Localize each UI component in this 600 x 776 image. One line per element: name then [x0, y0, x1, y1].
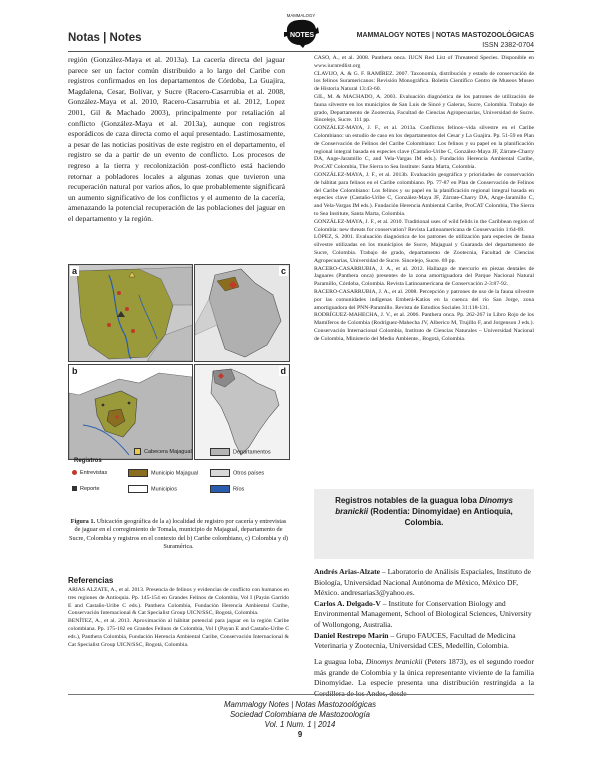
- legend-item: Ríos: [210, 485, 244, 493]
- issn: ISSN 2382-0704: [482, 42, 534, 49]
- reference-item: GONZÁLEZ-MAYA, J. F., et al. 2013a. Conflictos felinos–vida silvestre en el Caribe Colombiano: un estudio de caso en los departamentos del Cesar y La Guajira. Pp. 51-59 en Plan de Conservación de Felinos del Caribe Colombiano: Los felinos y su papel en la planificación regional integral basada en especies clave (Castaño-Uribe C, González-Maya JF, Zárrate-Charry DA, Ange-Jaramillo C, and Vela-Vargas IM eds.). Fundación Herencia Ambiental Caribe, ProCAT Colombia, The Sierra to Sea Institute: Santa Marta, Colombia.: [314, 125, 534, 171]
- left-column: [68, 55, 285, 225]
- legend-item: Municipio Majagual: [128, 469, 198, 477]
- panel-label-c: c: [280, 266, 286, 276]
- legend-item: Otros países: [210, 469, 264, 477]
- author-entry: Carlos A. Delgado-V – Institute for Conservation Biology and Environmental Management, School of Biological Sciences, University of Wollongong, Australia.: [314, 598, 532, 629]
- map-panel-c: [194, 264, 290, 362]
- reference-item: RACERO-CASARRUBIA, J. A., et al. 2012. Hallazgo de mercurio en piezas dentales de Jaguares (Panthera onca) presentes de la zona amortiguadora del Parque Nacional Natural Paramillo, Córdoba, Colombia. Revista Latinoamericana de Conservación 2-3:87-92.: [314, 265, 534, 288]
- intro-paragraph: La guagua loba, Dinomys branickii (Peters 1873), es el segundo roedor más grande de Colombia y la única representante viviente de la familia Dinomyidae. La especie presenta una distribución restringida a la Cordillera de los Andes, desde: [314, 657, 535, 698]
- reference-item: LÓPEZ, S. 2001. Evaluación diagnóstica de los patrones de utilización para especies de fauna silvestre utilizadas en los municipios de Sucre, Majagual y Guaranda del departamento de Sucre, Colombia. Trabajo de grado, departamento de Zootecnia, Facultad de Ciencias Agropecuarias, Universidad de Sucre. Sincelejo, Sucre. 69 pp.: [314, 234, 534, 264]
- legend-item: Reporte: [72, 486, 100, 492]
- author-name: Carlos A. Delgado-V: [314, 598, 381, 608]
- map-legend: [68, 442, 289, 514]
- mammalogy-notes-logo: [278, 10, 324, 50]
- caption-label: Figura 1.: [70, 518, 96, 525]
- svg-text:MAMMALOGY: MAMMALOGY: [286, 13, 316, 18]
- running-header-left: Notas | Notes: [68, 32, 142, 44]
- reference-item: RACERO-CASARRUBIA, J. A., et al. 2008. Percepción y patrones de uso de la fauna silvestre por las comunidades indígenas Emberá-Katíos en la cuenca del río San Jorge, zona amortiguadora del PNN-Paramillo. Revista de Estudios Sociales 31:118-131.: [314, 288, 534, 311]
- journal-name: MAMMALOGY NOTES | NOTAS MASTOZOOLÓGICAS: [356, 32, 534, 39]
- panel-label-a: a: [72, 266, 78, 276]
- footer-rule: [68, 694, 534, 695]
- running-header-right: [357, 31, 534, 51]
- reference-item: CASO, A., et al. 2008. Panthera onca. IUCN Red List of Threatend Species. Disponible en www.iucnredlist.org: [314, 55, 534, 69]
- reference-item: GONZÁLEZ-MAYA, J. F., et al. 2010. Traditional uses of wild felids in the Caribbean region of Colombia: new threats for conservation? Revista Latinoamericana de Conservación 1:64-69.: [314, 218, 534, 233]
- header-rule: [68, 51, 534, 52]
- panel-label-d: d: [280, 366, 286, 376]
- reference-item: RODRÍGUEZ-MAHECHA, J. V., et al. 2006. Panthera onca. Pp. 262-267 in Libro Rojo de los Mamíferos de Colombia (Rodríguez-Mahecha JV, Alberico M, Trujillo F, and Jorgenson J eds.). Conservación Internacional Colombia, Instituto de Ciencias Naturales – Universidad Nacional de Colombia, Ministerio del Medio Ambiente., Bogotá, Colombia.: [314, 312, 534, 342]
- caption-text: Ubicación geográfica de la a) localidad de registro por cacería y entrevistas de jaguar en el corregimiento de Tomala, municipio de Majagual, departamento de Sucre, Colombia y registros en el contexto del b) Caribe colombiano, c) Colombia y d) Suramérica.: [69, 518, 288, 551]
- panel-label-b: b: [72, 366, 78, 376]
- legend-item: Entrevistas: [72, 470, 107, 476]
- legend-item: Cabecera Majagual: [134, 448, 192, 455]
- author-name: Andrés Arias-Alzate: [314, 567, 381, 576]
- legend-item: Departamentos: [210, 448, 271, 456]
- figure-caption: [68, 518, 289, 552]
- map-panel-a: [68, 264, 193, 362]
- author-name: Daniel Restrepo Marín: [314, 630, 389, 640]
- legend-item: Municipios: [128, 485, 177, 493]
- footer-journal: Mammalogy Notes | Notas Mastozoológicas: [224, 700, 376, 709]
- reference-item: ARIAS ALZATE, A., et al. 2013. Presencia de felinos y evidencias de conflicto con humanos en tres regiones de Antioquia. Pp. 145-154 en Grandes Felinos de Colombia, Vol I (Payán Garrido E and Castaño-Uribe C eds.). Panthera Colombia, Fundación Herencia Ambiental Caribe, Conservación Internacional & Cat Specialist Group UICN/SSC, Bogotá, Colombia.: [68, 587, 289, 617]
- references-left: [68, 576, 289, 649]
- article-title: Registros notables de la guagua loba Dinomys branickii (Rodentia: Dinomyidae) en Antioquia, Colombia.: [335, 496, 513, 527]
- footer-society: Sociedad Colombiana de Mastozoología: [229, 710, 370, 719]
- author-entry: Andrés Arias-Alzate – Laboratorio de Análisis Espaciales, Instituto de Biología, Universidad Nacional Autónoma de México, México DF, México. andresarias3@yahoo.es.: [314, 567, 532, 598]
- references-heading: Referencias: [68, 576, 114, 585]
- reference-item: CLAVIJO, A. & G. F. RAMÍREZ. 2007. Taxonomía, distribución y estado de conservación de los felinos Suramericanos: Revisión Monográfica. Boletín Científico Centro de Museos Museo de Historia Natural 13:43-60.: [314, 70, 534, 93]
- page-number: 9: [297, 730, 303, 739]
- body-paragraph: región (González-Maya et al. 2013a). La cacería directa del jaguar parece ser un factor común distribuido a lo largo del Caribe con registros confirmados en los departamentos de Córdoba, La Guajira, Magdalena, Cesar, Bolívar, y Sucre (Racero-Casarrubia et al. 2008, González-Maya et al. 2010, Racero-Casarrubia et al. 2012, Lopez 2001, Gil & Machado 2003), principalmente por retaliación al conflicto (González-Maya et al. 2013a), aunque con registros esporádicos de caza directa como el aquí presentado. Lastimosamente, a pesar de las noticias positivas de este registro en el departamento, el registro se da a partir de un evento de conflicto. Los procesos de regreso a la tierra y recolonización post-conflicto está haciendo retornar a pobladores locales a algunas zonas que tuvieron una recuperación natural por varios años, lo que probablemente significará un aumento significativo de los conflictos y el aumento de la cacería, amenazando la potencial recuperación de las poblaciones del jaguar en el departamento y la región.: [68, 55, 285, 223]
- species-name: Dinomys branickii: [365, 657, 423, 666]
- reference-item: GIL, M. & MACHADO, A. 2003. Evaluación diagnóstica de los patrones de utilización de fauna silvestre en los municipios de San Luis de Sincé y Galeras, Sucre, Colombia. Trabajo de grado, Departamento de Zootecnia, Facultad de Ciencias Agropecuarias, Universidad de Sucre. Sincelejo, Sucre. 111 pp.: [314, 93, 534, 124]
- footer-volume: Vol. 1 Num. 1 | 2014: [264, 720, 336, 729]
- author-list: [314, 567, 534, 652]
- page-footer: [0, 700, 600, 740]
- author-entry: Daniel Restrepo Marín – Grupo FAUCES, Facultad de Medicina Veterinaria y Zootecnia, Universidad CES, Medellín, Colombia.: [314, 630, 516, 651]
- references-right: [314, 55, 534, 343]
- article-title-box: [314, 489, 534, 559]
- reference-item: GONZÁLEZ-MAYA, J. F., et al. 2013b. Evaluación geográfica y prioridades de conservación de hábitat para felinos en el Caribe colombiano. Pp. 77-87 en Plan de Conservación de Felinos del Caribe Colombiano: Los felinos y su papel en la planificación regional integral basada en especies clave (Castaño-Uribe C, González-Maya JF, Zárrate-Charry DA, Ange-Jaramillo C, and Vela-Vargas IM eds.). Fundación Herencia Ambiental Caribe, ProCAT Colombia, The Sierra to Sea Institute, Santa Marta, Colombia.: [314, 171, 534, 217]
- article-title-species: Dinomys branickii: [335, 496, 513, 516]
- svg-text:NOTES: NOTES: [289, 32, 315, 39]
- reference-item: BENÍTEZ, A., et al. 2013. Aproximación al hábitat potencial para jaguar en la región Caribe colombiana. Pp. 175-182 en Grandes Felinos de Colombia, Vol I (Payan E and Castaño-Uribe C eds.), Panthera Colombia, Fundación Herencia Ambiental Caribe, Conservación Internacional & Cat Specialist Group UICN/SSC, Bogotá, Colombia.: [68, 618, 289, 648]
- legend-title: Registros: [74, 458, 102, 464]
